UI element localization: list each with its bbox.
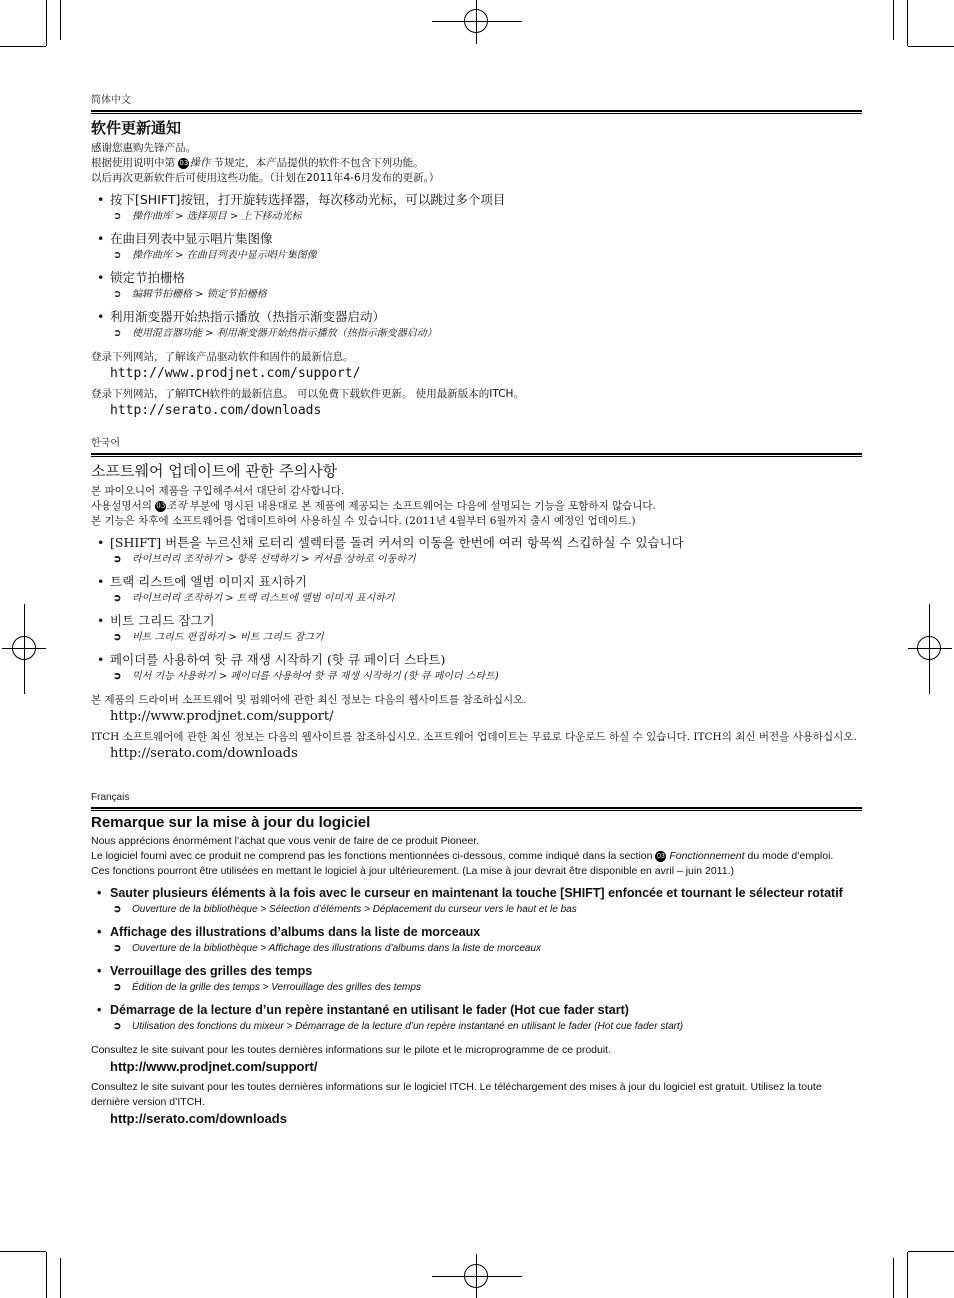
feature-item: • 在曲目列表中显示唱片集图像 <box>91 230 862 248</box>
feature-list <box>91 534 862 685</box>
arrow-icon: ➲ <box>113 904 122 915</box>
site-note: Consultez le site suivant pour les toutes dernières informations sur le logiciel ITCH. Le téléchargement des mises à jour du logiciel est gratuit. Utilisez la toute dernière version d’ITCH. <box>91 1081 822 1108</box>
feature-path: ➲ Ouverture de la bibliothèque > Affichage des illustrations d’albums dans la liste de morceaux <box>91 941 862 957</box>
intro-paragraph: 根据使用说明中第 03操作 节规定，本产品提供的软件不包含下列功能。 <box>91 157 424 169</box>
intro-paragraph: 以后再次更新软件后可使用这些功能。（计划在2011年4-6月发布的更新。） <box>91 172 440 184</box>
section-title: 软件更新通知 <box>91 119 182 137</box>
feature-path: ➲ Utilisation des fonctions du mixeur > Démarrage de la lecture d’un repère instantané en utilisant le fader (Hot cue fader start) <box>91 1019 862 1035</box>
section-rule <box>91 807 862 811</box>
arrow-icon: ➲ <box>113 982 122 993</box>
site-note: Consultez le site suivant pour les toutes dernières informations sur le pilote et le microprogramme de ce produit. <box>91 1044 612 1056</box>
intro-paragraph: 본 파이오니어 제품을 구입해주셔서 대단히 감사합니다. <box>91 485 345 497</box>
downloads-link[interactable]: http://serato.com/downloads <box>110 403 322 418</box>
intro-paragraph: 感谢您惠购先锋产品。 <box>91 142 196 154</box>
section-title: 소프트웨어 업데이트에 관한 주의사항 <box>91 462 338 480</box>
feature-list <box>91 884 862 1035</box>
arrow-icon: ➲ <box>113 943 122 954</box>
intro-paragraph: Nous apprécions énormément l’achat que vous venir de faire de ce produit Pioneer. <box>91 835 480 847</box>
site-note: 登录下列网站，了解该产品驱动软件和固件的最新信息。 <box>91 351 354 363</box>
site-note: 登录下列网站，了解ITCH软件的最新信息。 可以免费下载软件更新。 使用最新版本的ITCH。 <box>91 388 524 400</box>
feature-path: ➲ 믹서 기능 사용하기 > 페이더를 사용하여 핫 큐 재생 시작하기 (핫 큐 페이더 스타트) <box>91 669 862 685</box>
feature-path: ➲ Édition de la grille des temps > Verrouillage des grilles des temps <box>91 980 862 996</box>
feature-item: • Affichage des illustrations d’albums dans la liste de morceaux <box>91 923 862 941</box>
intro-paragraph: Ces fonctions pourront être utilisées en mettant le logiciel à jour ultérieurement. (La mise à jour devrait être disponible en avril – juin 2011.) <box>91 865 734 877</box>
language-tag: Français <box>91 792 130 803</box>
feature-path: ➲ 비트 그리드 편집하기 > 비트 그리드 잠그기 <box>91 630 862 646</box>
feature-path: ➲ 使用混音器功能 > 利用渐变器开始热指示播放（热指示渐变器启动） <box>91 326 862 342</box>
arrow-icon: ➲ <box>113 328 122 339</box>
section-number-icon: 03 <box>179 159 189 167</box>
feature-item: • Verrouillage des grilles des temps <box>91 962 862 980</box>
feature-item: • Sauter plusieurs éléments à la fois avec le curseur en maintenant la touche [SHIFT] enfoncée et tournant le sélecteur rotatif <box>91 884 862 902</box>
section-rule <box>91 110 862 114</box>
feature-list <box>91 191 862 342</box>
feature-item: • 페이더를 사용하여 핫 큐 재생 시작하기 (핫 큐 페이더 스타트) <box>91 651 862 669</box>
arrow-icon: ➲ <box>113 593 122 604</box>
downloads-link[interactable]: http://serato.com/downloads <box>110 746 298 761</box>
section-chinese <box>91 91 862 420</box>
arrow-icon: ➲ <box>113 1021 122 1032</box>
language-tag: 简体中文 <box>91 95 131 106</box>
feature-item: • 비트 그리드 잠그기 <box>91 612 862 630</box>
arrow-icon: ➲ <box>113 289 122 300</box>
arrow-icon: ➲ <box>113 554 122 565</box>
feature-path: ➲ 编辑节拍栅格 > 锁定节拍栅格 <box>91 287 862 303</box>
support-link[interactable]: http://www.prodjnet.com/support/ <box>110 366 361 381</box>
support-link[interactable]: http://www.prodjnet.com/support/ <box>110 1059 318 1074</box>
feature-item: • 按下[SHIFT]按钮，打开旋转选择器，每次移动光标，可以跳过多个项目 <box>91 191 862 209</box>
section-number-icon: 03 <box>657 853 665 860</box>
intro-paragraph: Le logiciel fourni avec ce produit ne comprend pas les fonctions mentionnées ci-dessous, comme indiqué dans la section 03 Fonctionnement du mode d’emploi. <box>91 850 834 862</box>
feature-item: • 트랙 리스트에 앨범 이미지 표시하기 <box>91 573 862 591</box>
arrow-icon: ➲ <box>113 211 122 222</box>
feature-item: • 锁定节拍栅格 <box>91 269 862 287</box>
intro-paragraph: 사용설명서의 03조작 부분에 명시된 내용대로 본 제품에 제공되는 소프트웨어는 다음에 설명되는 기능을 포함하지 않습니다. <box>91 500 656 512</box>
arrow-icon: ➲ <box>113 250 122 261</box>
site-note: ITCH 소프트웨어에 관한 최신 정보는 다음의 웹사이트를 참조하십시오. 소프트웨어 업데이트는 무료로 다운로드 하실 수 있습니다. ITCH의 최신 버전을 사용하십시오. <box>91 731 857 743</box>
support-link[interactable]: http://www.prodjnet.com/support/ <box>110 709 334 724</box>
downloads-link[interactable]: http://serato.com/downloads <box>110 1111 287 1126</box>
site-note: 본 제품의 드라이버 소프트웨어 및 펌웨어에 관한 최신 정보는 다음의 웹사이트를 참조하십시오. <box>91 694 527 706</box>
feature-path: ➲ 操作曲库 > 在曲目列表中显示唱片集图像 <box>91 248 862 264</box>
arrow-icon: ➲ <box>113 632 122 643</box>
language-tag: 한국어 <box>91 438 120 449</box>
feature-path: ➲ 操作曲库 > 选择项目 > 上下移动光标 <box>91 209 862 225</box>
feature-path: ➲ 라이브러리 조작하기 > 트랙 리스트에 앨범 이미지 표시하기 <box>91 591 862 607</box>
section-title: Remarque sur la mise à jour du logiciel <box>91 814 371 831</box>
section-rule <box>91 453 862 457</box>
feature-item: • [SHIFT] 버튼을 누르신채 로터리 셀렉터를 돌려 커서의 이동을 한번에 여러 항목씩 스킵하실 수 있습니다 <box>91 534 862 552</box>
intro-paragraph: 본 기능은 차후에 소프트웨어를 업데이트하여 사용하실 수 있습니다. (2011년 4월부터 6월까지 출시 예정인 업데이트.) <box>91 515 636 527</box>
feature-item: • 利用渐变器开始热指示播放（热指示渐变器启动） <box>91 308 862 326</box>
feature-path: ➲ Ouverture de la bibliothèque > Sélection d’éléments > Déplacement du curseur vers le haut et le bas <box>91 902 862 918</box>
feature-path: ➲ 라이브러리 조작하기 > 항목 선택하기 > 커서를 상하로 이동하기 <box>91 552 862 568</box>
section-number-icon: 03 <box>156 502 166 510</box>
feature-item: • Démarrage de la lecture d’un repère instantané en utilisant le fader (Hot cue fader start) <box>91 1001 862 1019</box>
section-korean <box>91 434 862 763</box>
section-french <box>91 792 862 1128</box>
arrow-icon: ➲ <box>113 671 122 682</box>
